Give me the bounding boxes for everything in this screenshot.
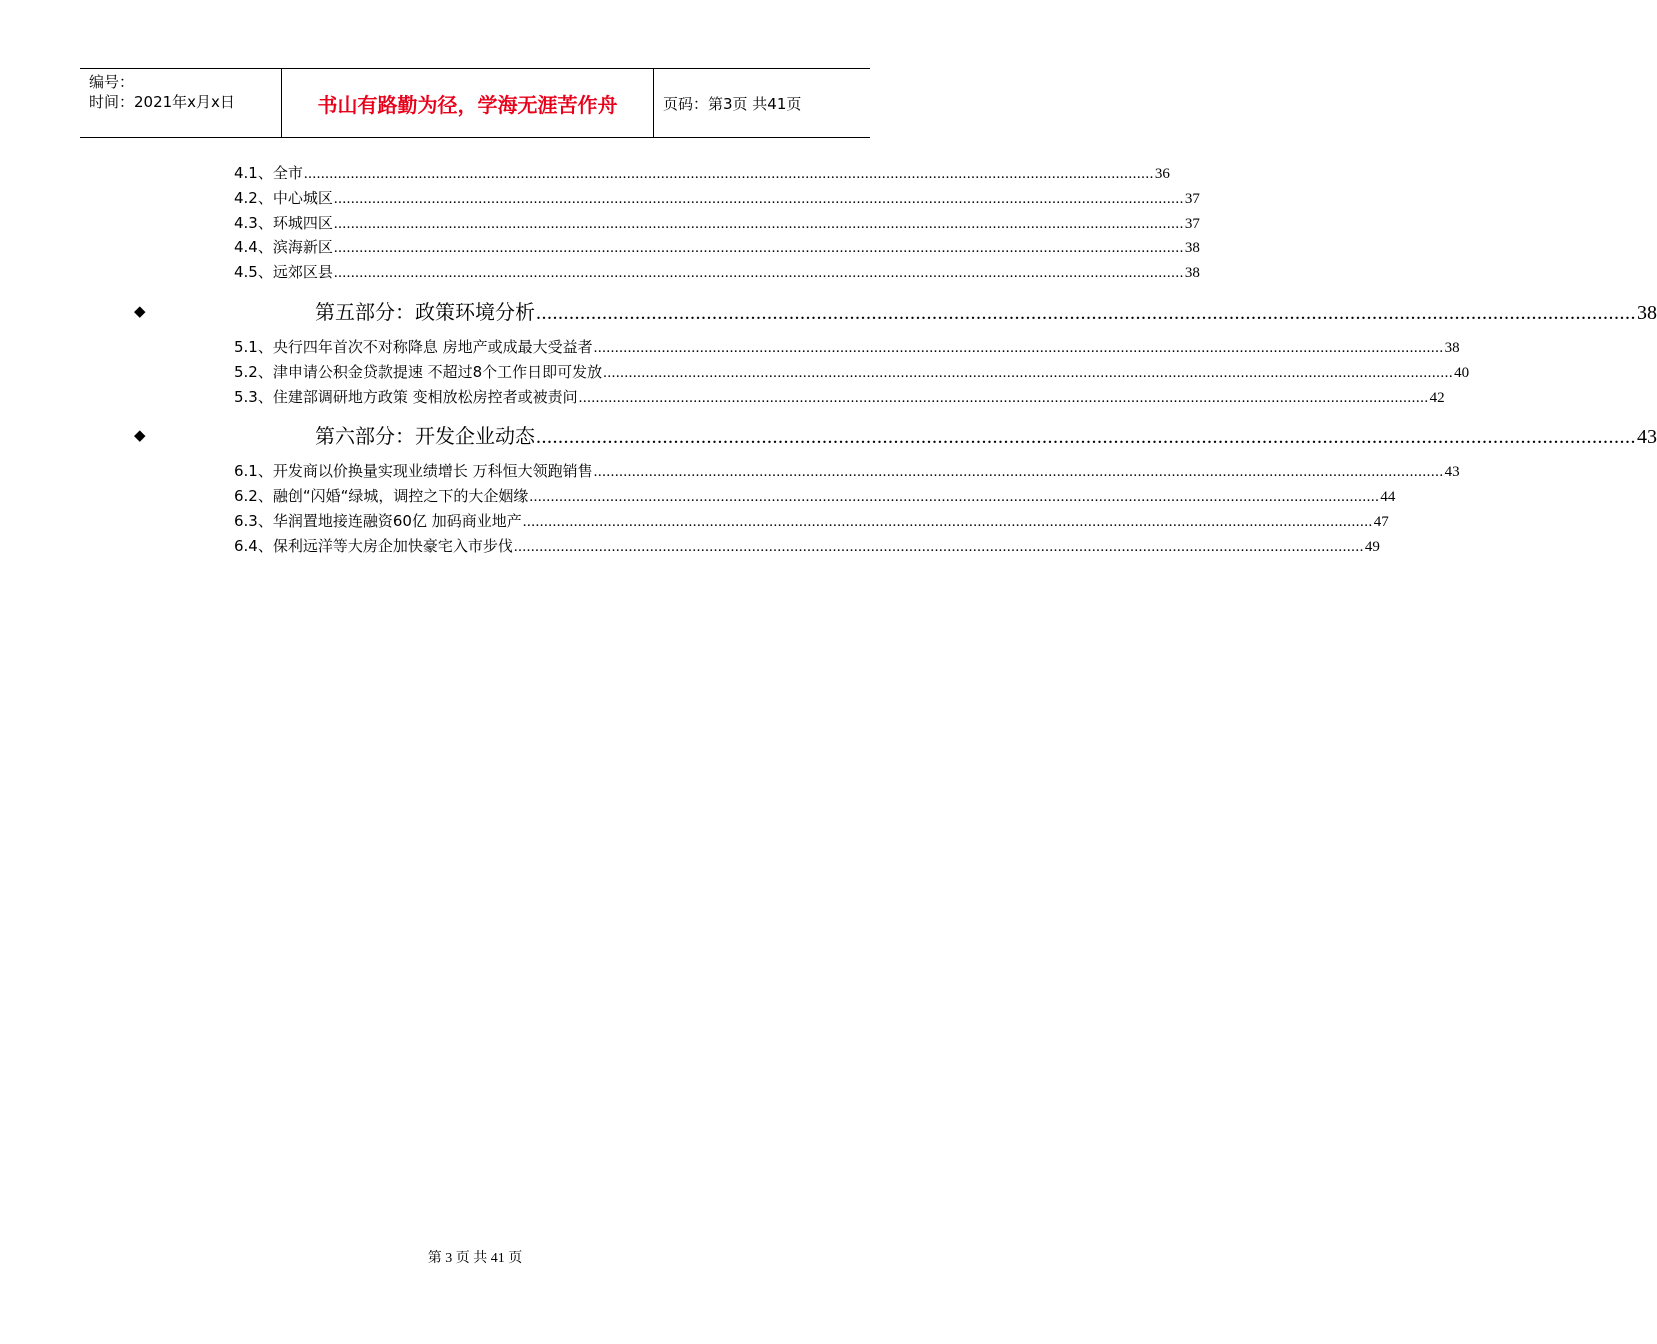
toc-entry-4-1[interactable] [234,162,1170,183]
toc-entry-page: 38 [1444,340,1460,356]
toc-entry-page: 37 [1184,191,1200,207]
toc-part-5[interactable] [315,296,1657,325]
toc-entry-5-2[interactable] [234,361,1470,382]
toc-entry-4-2[interactable] [234,187,1200,208]
toc-entry-title: 4.1、全市 [234,164,303,182]
toc-entry-4-5[interactable] [234,261,1200,282]
toc-entry-title: 4.3、环城四区 [234,214,333,232]
toc-entry-4-4[interactable] [234,236,1200,257]
toc-dot-leader: ........................................................................................................................................................................................................ [522,514,1373,530]
toc-entry-title: 5.3、住建部调研地方政策 变相放松房控者或被责问 [234,388,578,406]
toc-dot-leader: ........................................................................................................................................................................................................ [333,265,1184,281]
diamond-bullet-icon: ◆ [134,302,146,320]
toc-dot-leader: ........................................................................................................................................................................................................ [593,340,1444,356]
toc-entry-6-3[interactable] [234,510,1389,531]
toc-entry-page: 38 [1184,240,1200,256]
page-header [80,68,870,138]
toc-entry-title: 4.2、中心城区 [234,189,333,207]
toc-dot-leader: ........................................................................................................................................................................................................ [529,489,1380,505]
toc-entry-title: 4.5、远郊区县 [234,263,333,281]
toc-entry-title: 6.2、融创“闪婚“绿城，调控之下的大企姻缘 [234,487,529,505]
toc-entry-page: 43 [1444,464,1460,480]
toc-entry-4-3[interactable] [234,212,1200,233]
toc-entry-title: 5.1、央行四年首次不对称降息 房地产或成最大受益者 [234,338,593,356]
toc-entry-page: 42 [1429,390,1445,406]
toc-entry-page: 38 [1184,265,1200,281]
toc-entry-title: 4.4、滨海新区 [234,238,333,256]
toc-entry-title: 6.4、保利远洋等大房企加快豪宅入市步伐 [234,537,513,555]
toc-part-title: 第五部分：政策环境分析 [315,300,535,324]
document-date: 时间：2021年x月x日 [89,93,235,111]
toc-entry-title: 5.2、津申请公积金贷款提速 不超过8个工作日即可发放 [234,363,603,381]
toc-entry-page: 40 [1454,365,1470,381]
toc-entry-5-1[interactable] [234,336,1460,357]
toc-dot-leader: ........................................................................................................................................................................................................ [303,166,1154,182]
toc-entry-page: 37 [1184,216,1200,232]
toc-dot-leader: ........................................................................................................................................................................................................ [578,390,1429,406]
toc-entry-page: 47 [1373,514,1389,530]
document-number-label: 编号： [89,73,135,91]
toc-dot-leader: ........................................................................................................................................................................................................ [593,464,1444,480]
page-footer: 第 3 页 共 41 页 [427,1251,523,1266]
header-motto: 书山有路勤为径，学海无涯苦作舟 [281,69,654,137]
toc-dot-leader: ........................................................................................................................................................................................................ [333,191,1184,207]
toc-entry-6-1[interactable] [234,460,1460,481]
toc-part-title: 第六部分：开发企业动态 [315,424,535,448]
toc-entry-title: 6.3、华润置地接连融资60亿 加码商业地产 [234,512,522,530]
toc-entry-page: 49 [1364,539,1380,555]
toc-entry-page: 36 [1154,166,1170,182]
toc-entry-5-3[interactable] [234,386,1445,407]
toc-entry-6-2[interactable] [234,485,1396,506]
header-meta [80,69,281,137]
header-page-info: 页码：第3页 共41页 [663,94,802,113]
toc-part-page: 43 [1637,426,1657,448]
toc-part-6[interactable] [315,420,1657,449]
toc-entry-page: 44 [1380,489,1396,505]
toc-part-page: 38 [1637,302,1657,324]
toc-dot-leader: ........................................................................................................................................................................................................ [333,240,1184,256]
toc-dot-leader: ........................................................................................................................................................................................................ [513,539,1364,555]
toc-entry-title: 6.1、开发商以价换量实现业绩增长 万科恒大领跑销售 [234,462,593,480]
toc-dot-leader: ........................................................................................................................................................................................................ [603,365,1454,381]
toc-dot-leader: ........................................................................................................................................................................................................ [536,302,1636,324]
diamond-bullet-icon: ◆ [134,426,146,444]
toc-dot-leader: ........................................................................................................................................................................................................ [536,426,1636,448]
toc-entry-6-4[interactable] [234,535,1380,556]
toc-dot-leader: ........................................................................................................................................................................................................ [333,216,1184,232]
